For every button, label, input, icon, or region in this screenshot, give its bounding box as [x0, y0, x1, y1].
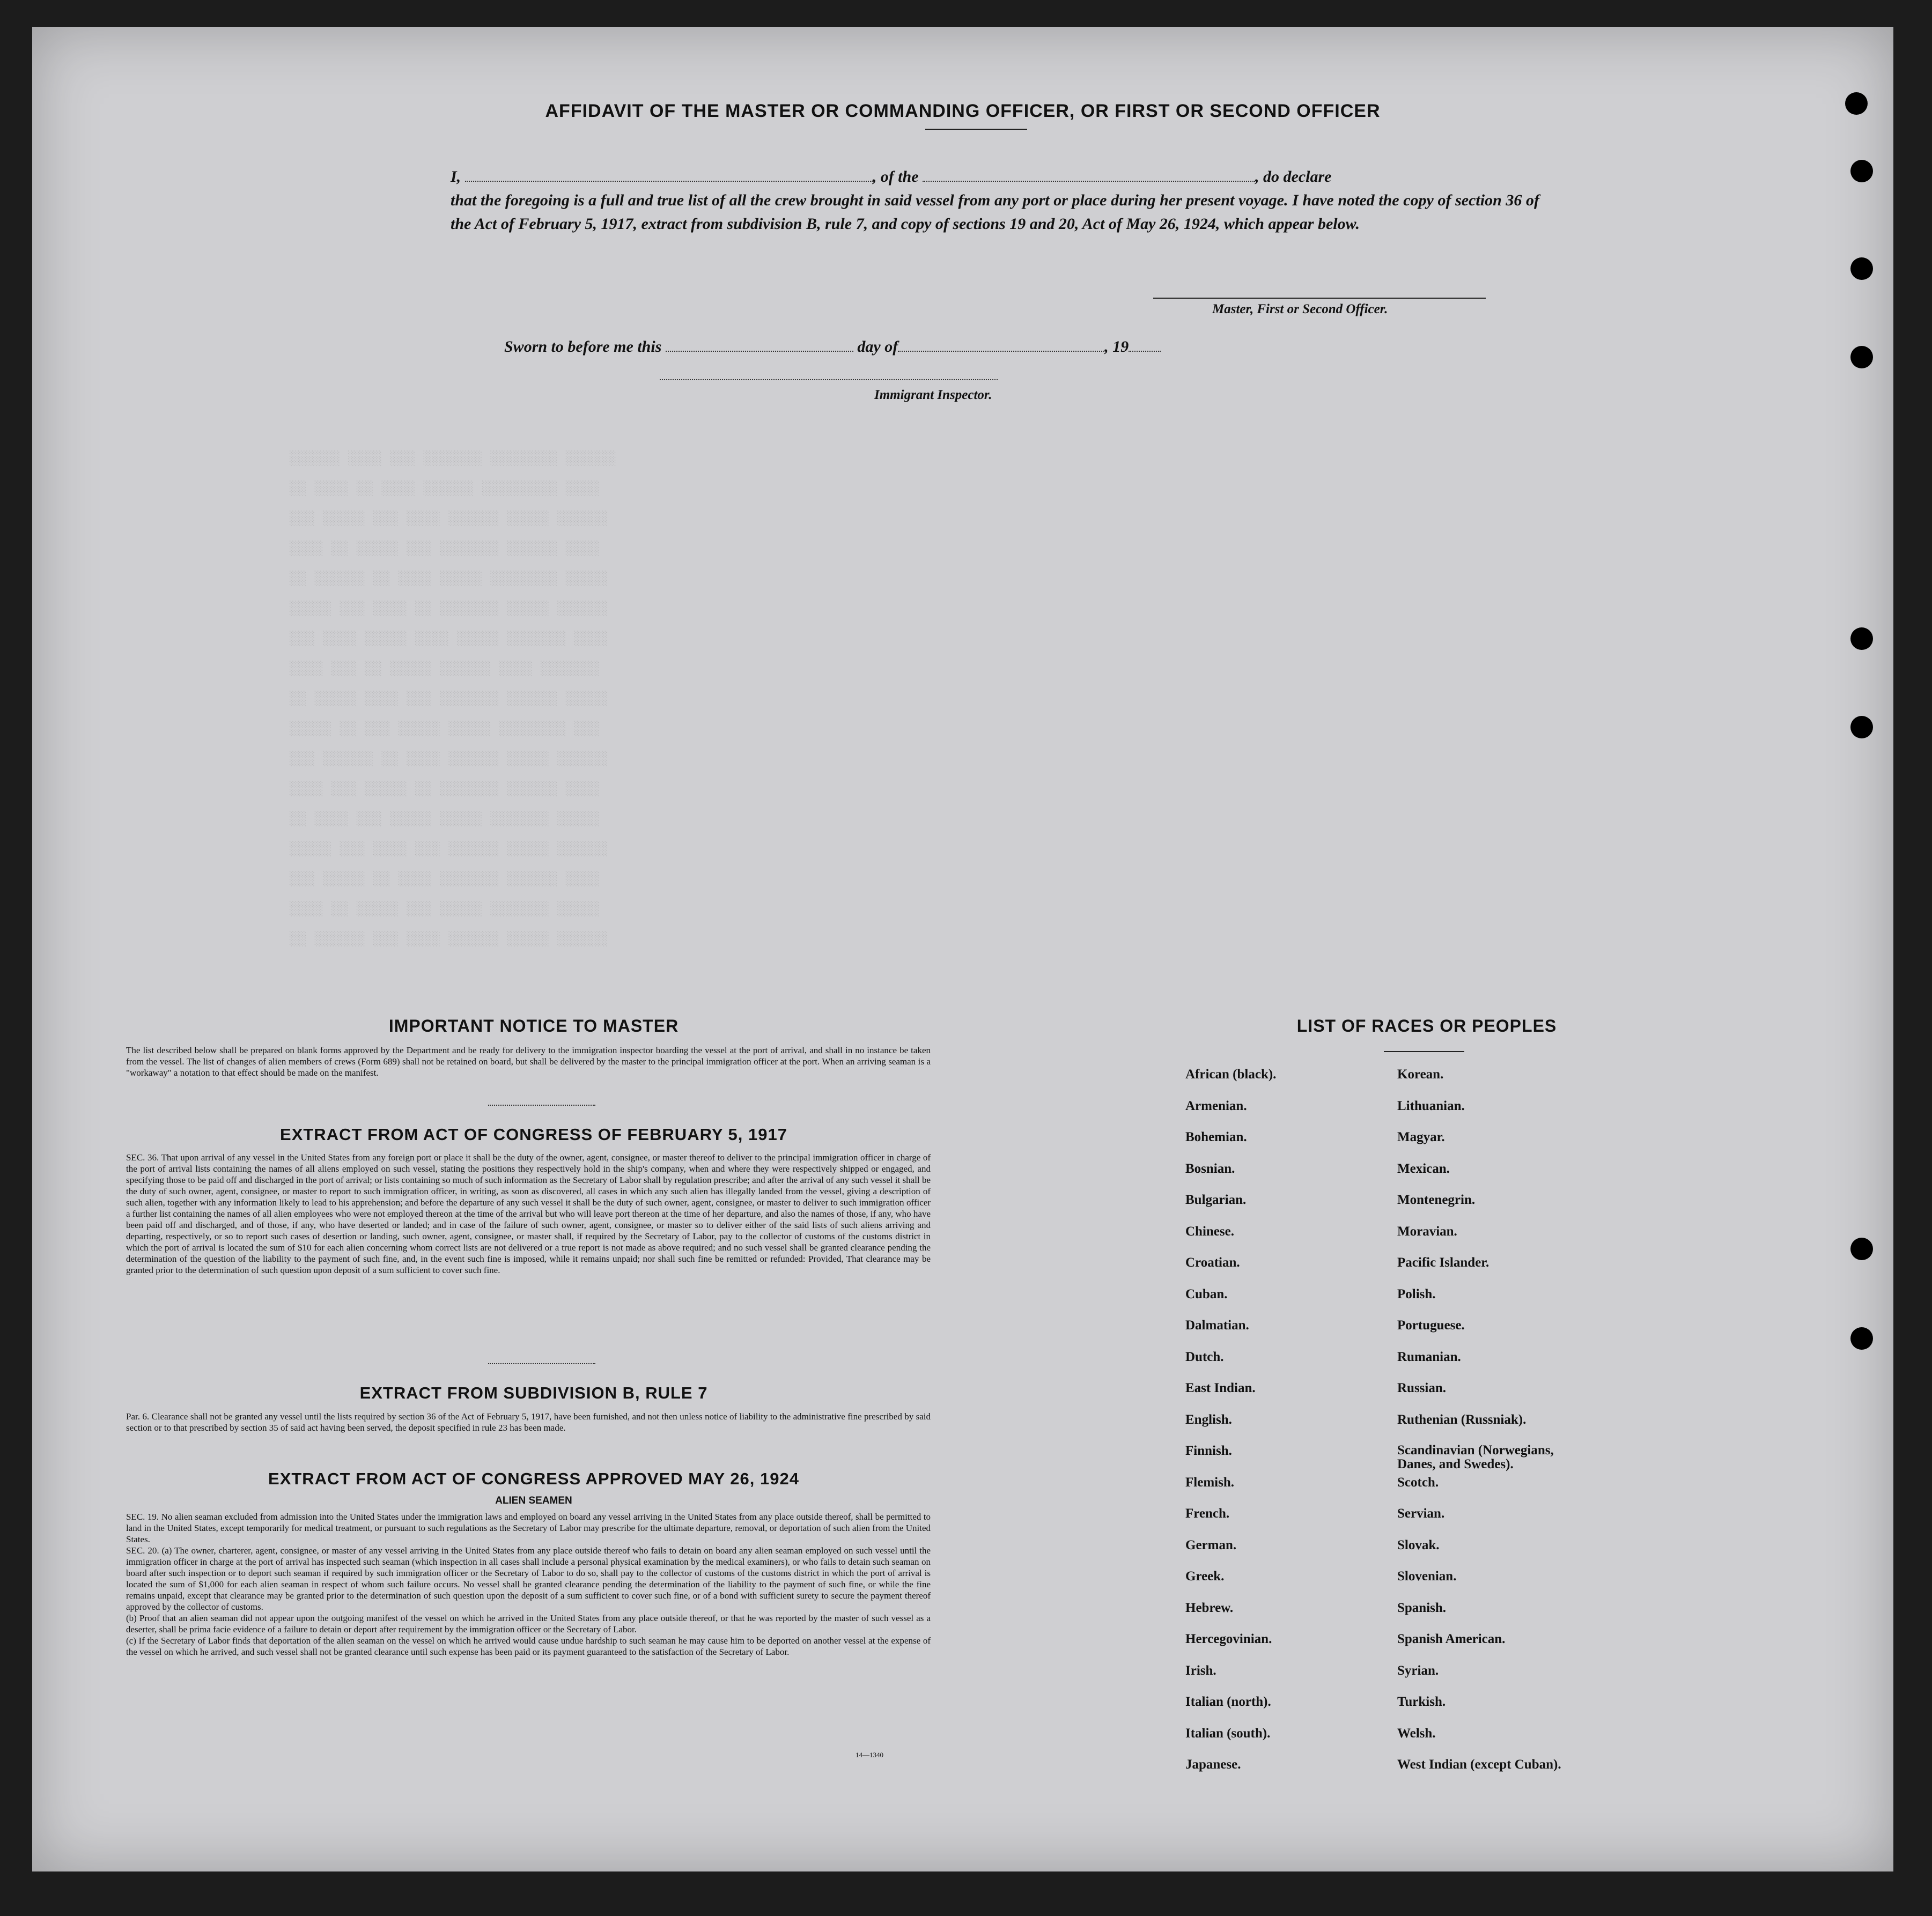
- race-item: Portuguese.: [1397, 1318, 1465, 1333]
- race-item: Slovenian.: [1397, 1569, 1457, 1584]
- section-20c-text: (c) If the Secretary of Labor finds that deportation of the alien seaman on the vessel on which he arrived would cause undue hardship to such seaman he may cause him to be deported on another vessel at the expense of the vessel on which he arrived, and such vessel shall not be granted clearance until such expense has been paid or its payment guaranteed to the satisfaction of the Secretary of Labor.: [126, 1636, 931, 1657]
- section-20a-text: SEC. 20. (a) The owner, charterer, agent, consignee, or master of any vessel arriving in the United States from any place outside thereof who fails to detain on board any alien seaman employed on such vessel until the immigration officer in charge at the port of arrival has inspected such seaman (which inspection in all cases shall include a personal physical examination by the medical examiners), or who fails to detain such seaman on board after such inspection or to deport such seaman if required by such immigration officer or the Secretary of Labor to do so, shall pay to the collector of customs of the customs district in which the port of arrival is located the sum of $1,000 for each alien seaman in respect of whom such failure occurs. No vessel shall be granted clearance pending the determination of the liability to the payment of such fine, or while the fine remains unpaid, except that clearance may be granted prior to the determination of such question upon the deposit of a sum sufficient to cover such fine, or of a bond with sufficient surety to secure the payment thereof approved by the collector of customs.: [126, 1545, 931, 1612]
- sworn-month-field[interactable]: [898, 351, 1104, 352]
- affidavit-declaration-line: [451, 165, 1539, 189]
- sworn-year-field[interactable]: [1129, 351, 1161, 352]
- punch-hole: [1850, 346, 1873, 368]
- bleed-through-row: ░░ ░░░░ ░░░ ░░░░░ ░░░░░ ░░░░░░░ ░░░░░: [290, 811, 600, 827]
- extract-1924-text: [126, 1511, 931, 1658]
- race-item: Irish.: [1185, 1663, 1216, 1678]
- sworn-day-field[interactable]: [666, 351, 853, 352]
- race-item: Polish.: [1397, 1286, 1436, 1301]
- race-item: Hercegovinian.: [1185, 1632, 1272, 1646]
- bleed-through-row: ░░ ░░░░ ░░ ░░░░ ░░░░░░ ░░░░░░░░░ ░░░░: [290, 480, 600, 497]
- master-name-field[interactable]: [465, 181, 873, 182]
- alien-seamen-subtitle: ALIEN SEAMEN: [495, 1495, 572, 1506]
- punch-hole: [1850, 1238, 1873, 1260]
- races-list: [1185, 1067, 1775, 1789]
- affidavit-i-label: I,: [451, 168, 461, 186]
- bleed-through-row: ░░░░░ ░░ ░░░ ░░░░░ ░░░░░ ░░░░░░░░ ░░░: [290, 721, 600, 737]
- punch-hole: [1850, 627, 1873, 650]
- section-divider: [488, 1105, 595, 1106]
- races-title: LIST OF RACES OR PEOPLES: [1296, 1016, 1557, 1035]
- races-title-underline: [1384, 1051, 1464, 1052]
- race-item: Welsh.: [1397, 1726, 1436, 1741]
- race-item: Slovak.: [1397, 1537, 1440, 1552]
- race-item: Bosnian.: [1185, 1161, 1235, 1176]
- notice-title: IMPORTANT NOTICE TO MASTER: [388, 1016, 679, 1035]
- affidavit-statement: that the foregoing is a full and true list of all the crew brought in said vessel from any port or place during her present voyage. I have noted the copy of section 36 of the Act of February 5, 1917, extract from subdivision B, rule 7, and copy of sections 19 and 20, Act of May 26, 1924, which appear below.: [451, 191, 1539, 233]
- race-item: Scotch.: [1397, 1475, 1439, 1490]
- affidavit-of-the-label: , of the: [872, 168, 919, 186]
- race-item: German.: [1185, 1537, 1237, 1552]
- punch-hole: [1850, 257, 1873, 280]
- year-prefix-label: , 19: [1104, 338, 1129, 356]
- race-item: Servian.: [1397, 1506, 1445, 1521]
- race-item: Mexican.: [1397, 1161, 1450, 1176]
- master-signature-label: Master, First or Second Officer.: [1212, 302, 1388, 316]
- race-item: Italian (south).: [1185, 1726, 1271, 1741]
- race-item: Rumanian.: [1397, 1349, 1461, 1364]
- race-item: Greek.: [1185, 1569, 1225, 1584]
- race-item: Hebrew.: [1185, 1600, 1234, 1615]
- day-of-label: day of: [857, 338, 898, 356]
- race-item: Montenegrin.: [1397, 1193, 1476, 1207]
- race-item: Japanese.: [1185, 1757, 1241, 1772]
- race-item: Bohemian.: [1185, 1130, 1247, 1144]
- affidavit-body: [451, 165, 1539, 236]
- race-item: Flemish.: [1185, 1475, 1234, 1490]
- race-item: Russian.: [1397, 1381, 1447, 1395]
- bleed-through-row: ░░ ░░░░░░ ░░ ░░░░ ░░░░░ ░░░░░░░░ ░░░░░: [290, 571, 608, 587]
- document-page: [32, 27, 1893, 1871]
- extract-1924-title: EXTRACT FROM ACT OF CONGRESS APPROVED MAY 26, 1924: [268, 1469, 799, 1488]
- race-item: Lithuanian.: [1397, 1098, 1465, 1113]
- race-item: Cuban.: [1185, 1286, 1228, 1301]
- bleed-through-row: ░░░ ░░░░░ ░░░ ░░░░ ░░░░░░ ░░░░░ ░░░░░░: [290, 511, 608, 527]
- sworn-line: [504, 338, 1161, 356]
- race-item: Croatian.: [1185, 1255, 1240, 1270]
- bleed-through-texture: [290, 450, 1845, 987]
- punch-hole: [1850, 160, 1873, 182]
- section-divider: [488, 1363, 595, 1364]
- race-item: East Indian.: [1185, 1381, 1256, 1395]
- bleed-through-row: ░░░░ ░░░ ░░░░░ ░░ ░░░░░░░ ░░░░░░ ░░░░: [290, 781, 600, 797]
- race-item: Dalmatian.: [1185, 1318, 1249, 1333]
- race-item: Dutch.: [1185, 1349, 1224, 1364]
- race-item: Magyar.: [1397, 1130, 1445, 1144]
- punch-hole: [1850, 716, 1873, 738]
- bleed-through-row: ░░░ ░░░░ ░░░░░ ░░░░ ░░░░░ ░░░░░░░ ░░░░: [290, 631, 608, 647]
- race-item: Bulgarian.: [1185, 1193, 1247, 1207]
- race-item: African (black).: [1185, 1067, 1277, 1082]
- race-item: Turkish.: [1397, 1695, 1446, 1709]
- notice-text: The list described below shall be prepared on blank forms approved by the Department and be ready for delivery to the immigration inspector boarding the vessel at the port of arrival, and shall in no instance be taken from the vessel. The list of changes of alien members of crews (Form 689) shall not be retained on board, but shall be delivered by the master to the principal immigration officer at the port. When an arriving seaman is a "workaway" a notation to that effect should be made on the manifest.: [126, 1045, 931, 1078]
- race-item: Korean.: [1397, 1067, 1444, 1082]
- vessel-name-field[interactable]: [923, 181, 1255, 182]
- sworn-label: Sworn to before me this: [504, 338, 662, 356]
- punch-hole: [1850, 1327, 1873, 1350]
- affidavit-title: AFFIDAVIT OF THE MASTER OR COMMANDING OFFICER, OR FIRST OR SECOND OFFICER: [545, 101, 1381, 121]
- race-item: English.: [1185, 1412, 1232, 1427]
- master-signature-line[interactable]: [1153, 298, 1486, 299]
- race-item: Spanish.: [1397, 1600, 1447, 1615]
- race-item: Scandinavian (Norwegians, Danes, and Swedes).: [1397, 1443, 1554, 1471]
- inspector-label: Immigrant Inspector.: [874, 388, 992, 402]
- bleed-through-row: ░░░░ ░░░ ░░ ░░░░░ ░░░░░░ ░░░░ ░░░░░░░: [290, 661, 600, 677]
- extract-1917-text: SEC. 36. That upon arrival of any vessel in the United States from any foreign port or place it shall be the duty of the owner, agent, consignee, or master thereof to deliver to the principal immigration officer in charge of the port of arrival lists containing the names of all aliens employed on such vessel, stating the positions they respectively hold in the ship's company, when and where they were respectively shipped or engaged, and specifying those to be paid off and discharged in the port of arrival; or lists containing so much of such information as the Secretary of Labor shall by regulation prescribe; and after the arrival of any such vessel it shall be the duty of such owner, agent, consignee, or master to report to such immigration officer, in writing, as soon as discovered, all cases in which any such alien has illegally landed from the vessel, giving a description of such alien, together with any information likely to lead to his apprehension; and before the departure of any such vessel it shall be the duty of such owner, agent, consignee, or master to deliver to such immigration officer a further list containing the names of all alien employees who were not employed thereon at the time of the arrival but who will leave port thereon at the time of her departure, and also the names of those, if any, who have been paid off and discharged, and of those, if any, who have deserted or landed; and in case of the failure of such owner, agent, consignee, or master so to deliver either of the said lists of such aliens arriving and departing, respectively, or so to report such cases of desertion or landing, such owner, agent, consignee, or master shall, if required by the Secretary of Labor, pay to the collector of customs of the customs district in which the port of arrival is located the sum of $10 for each alien concerning whom correct lists are not delivered or a true report is not made as above required; and no such vessel shall be granted clearance pending the determination of the question of the liability to the payment of such fine, and, in the event such fine is imposed, while it remains unpaid; nor shall such fine be remitted or refunded: Provided, That clearance may be granted prior to the determination of such question upon deposit of a sum sufficient to cover such fine.: [126, 1152, 931, 1275]
- race-item: French.: [1185, 1506, 1230, 1521]
- extract-rule7-text: Par. 6. Clearance shall not be granted any vessel until the lists required by section 36 of the Act of February 5, 1917, have been furnished, and not then unless notice of liability to the administrative fine prescribed by said section or to that prescribed by section 35 of said act having been served, the deposit specified in rule 23 has been made.: [126, 1411, 931, 1433]
- section-19-text: SEC. 19. No alien seaman excluded from admission into the United States under the immigration laws and employed on board any vessel arriving in the United States from any place outside thereof, shall be permitted to land in the United States, except temporarily for medical treatment, or pursuant to such regulations as the Secretary of Labor may prescribe for the ultimate departure, removal, or deportation of such alien from the United States.: [126, 1512, 931, 1544]
- race-item: Syrian.: [1397, 1663, 1439, 1678]
- title-underline: [925, 129, 1027, 130]
- form-number: 14—1340: [856, 1751, 883, 1759]
- race-item: Spanish American.: [1397, 1632, 1506, 1646]
- section-20b-text: (b) Proof that an alien seaman did not appear upon the outgoing manifest of the vessel on which he arrived in the United States from any place outside thereof, or that he was reported by the master of such vessel as a deserter, shall be prima facie evidence of a failure to detain or deport after requirement by the immigration officer or the Secretary of Labor.: [126, 1613, 931, 1634]
- punch-hole: [1845, 92, 1868, 115]
- inspector-signature-line[interactable]: [660, 379, 998, 380]
- extract-rule7-title: EXTRACT FROM SUBDIVISION B, RULE 7: [359, 1384, 708, 1402]
- bleed-through-row: ░░░░ ░░ ░░░░░ ░░░ ░░░░░ ░░░░░░░ ░░░░░: [290, 901, 600, 917]
- race-item: Finnish.: [1185, 1444, 1232, 1458]
- bleed-through-row: ░░░░ ░░ ░░░░░ ░░░ ░░░░░░░ ░░░░░░ ░░░░: [290, 541, 600, 557]
- race-item: West Indian (except Cuban).: [1397, 1757, 1561, 1772]
- race-item: Ruthenian (Russniak).: [1397, 1412, 1527, 1427]
- bleed-through-row: ░░░ ░░░░░░ ░░ ░░░░ ░░░░░░ ░░░░░ ░░░░░░: [290, 751, 608, 767]
- race-item: Chinese.: [1185, 1224, 1234, 1239]
- bleed-through-row: ░░░░░ ░░░ ░░░░ ░░ ░░░░░░░ ░░░░░ ░░░░░░: [290, 601, 608, 617]
- bleed-through-row: ░░░░░░ ░░░░ ░░░ ░░░░░░░ ░░░░░░░░ ░░░░░░: [290, 450, 616, 467]
- bleed-through-row: ░░ ░░░░░ ░░░░ ░░░ ░░░░░░░ ░░░░░░ ░░░░░: [290, 691, 608, 707]
- bleed-through-row: ░░░░░ ░░░ ░░░░ ░░░ ░░░░░░ ░░░░░ ░░░░░░: [290, 841, 608, 857]
- extract-1917-title: EXTRACT FROM ACT OF CONGRESS OF FEBRUARY 5, 1917: [280, 1125, 787, 1144]
- race-item: Moravian.: [1397, 1224, 1457, 1239]
- bleed-through-row: ░░ ░░░░░░ ░░░ ░░░░ ░░░░░░ ░░░░░ ░░░░░░: [290, 931, 608, 947]
- race-item: Pacific Islander.: [1397, 1255, 1489, 1270]
- race-item: Italian (north).: [1185, 1695, 1271, 1709]
- race-item: Armenian.: [1185, 1098, 1247, 1113]
- affidavit-do-declare-label: , do declare: [1255, 168, 1332, 186]
- bleed-through-row: ░░░ ░░░░░ ░░ ░░░░ ░░░░░░░ ░░░░░░ ░░░░: [290, 871, 600, 887]
